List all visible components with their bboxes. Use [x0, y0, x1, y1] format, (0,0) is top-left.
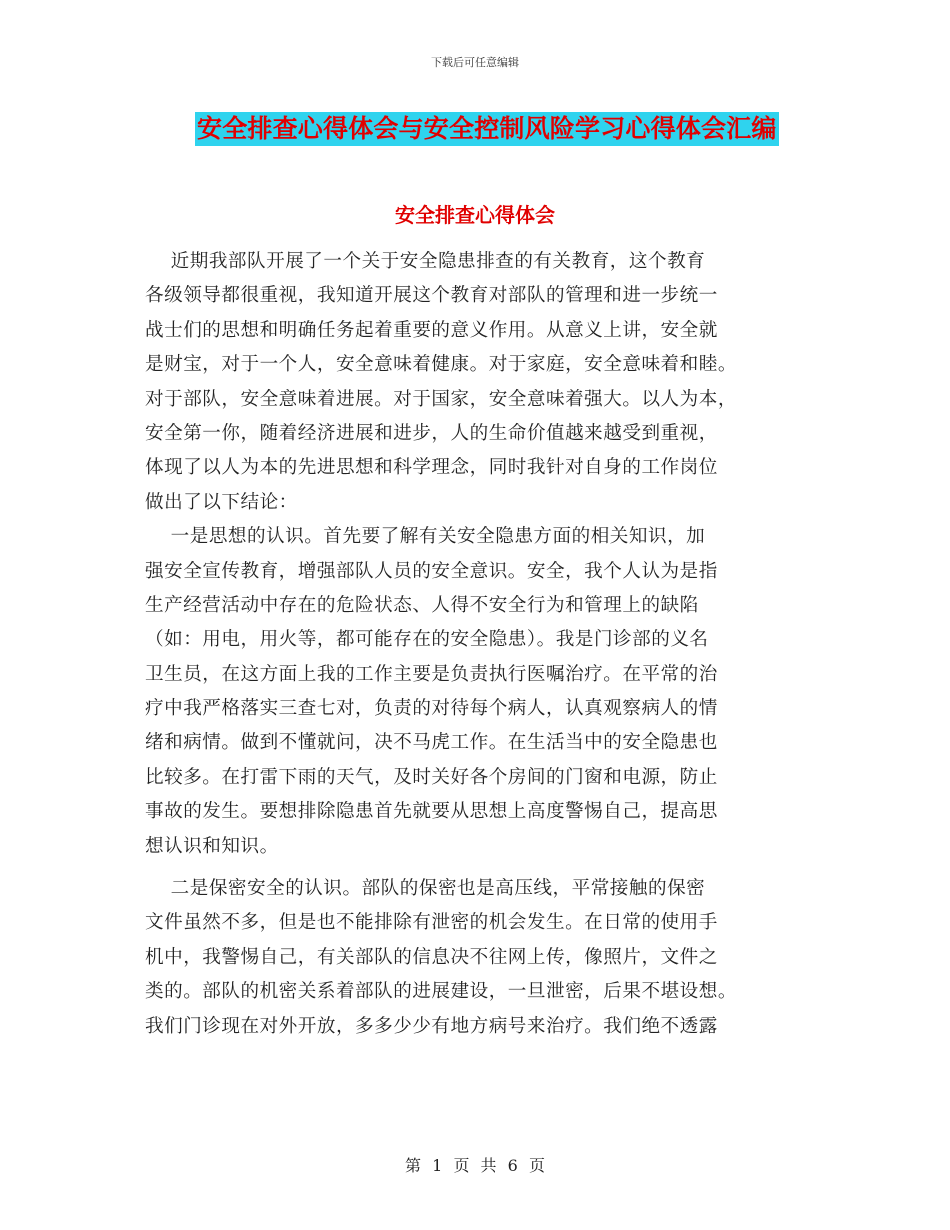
body-line: （如：用电，用火等，都可能存在的安全隐患）。我是门诊部的义名 — [145, 629, 709, 651]
body-line: 体现了以人为本的先进思想和科学理念，同时我针对自身的工作岗位 — [145, 457, 718, 479]
total-label: 共 — [480, 1156, 497, 1175]
body-line: 卫生员，在这方面上我的工作主要是负责执行医嘱治疗。在平常的治 — [145, 663, 718, 685]
body-line: 一是思想的认识。首先要了解有关安全隐患方面的相关知识，加 — [145, 526, 706, 548]
page-number: 1 — [432, 1156, 443, 1175]
body-line: 战士们的思想和明确任务起着重要的意义作用。从意义上讲，安全就 — [145, 319, 718, 341]
total-unit: 页 — [528, 1156, 545, 1175]
body-line: 近期我部队开展了一个关于安全隐患排查的有关教育，这个教育 — [145, 251, 706, 272]
body-line: 文件虽然不多，但是也不能排除有泄密的机会发生。在日常的使用手 — [145, 912, 718, 934]
body-line: 事故的发生。要想排除隐患首先就要从思想上高度警惕自己，提高思 — [145, 801, 718, 823]
page-unit: 页 — [453, 1156, 470, 1175]
body-line: 我们门诊现在对外开放，多多少少有地方病号来治疗。我们绝不透露 — [145, 1015, 718, 1037]
body-text — [145, 245, 805, 1044]
body-line: 疗中我严格落实三查七对，负责的对待每个病人，认真观察病人的情 — [145, 698, 718, 720]
body-line: 机中，我警惕自己，有关部队的信息决不往网上传，像照片，文件之 — [145, 946, 718, 968]
body-line: 类的。部队的机密关系着部队的进展建设，一旦泄密，后果不堪设想。 — [145, 981, 737, 1003]
page-label: 第 — [405, 1156, 422, 1175]
body-line: 各级领导都很重视，我知道开展这个教育对部队的管理和进一步统一 — [145, 285, 718, 307]
body-line: 对于部队，安全意味着进展。对于国家，安全意味着强大。以人为本， — [145, 388, 737, 410]
body-line: 二是保密安全的认识。部队的保密也是高压线，平常接触的保密 — [145, 878, 706, 900]
section-title: 安全排查心得体会 — [395, 203, 555, 227]
body-line: 安全第一你，随着经济进展和进步，人的生命价值越来越受到重视， — [145, 422, 718, 444]
header-note: 下载后可任意编辑 — [431, 56, 519, 69]
body-line: 做出了以下结论： — [145, 491, 298, 513]
document-title: 安全排查心得体会与安全控制风险学习心得体会汇编 — [195, 112, 779, 146]
body-line: 是财宝，对于一个人，安全意味着健康。对于家庭，安全意味着和睦。 — [145, 354, 737, 376]
body-line: 绪和病情。做到不懂就问，决不马虎工作。在生活当中的安全隐患也 — [145, 732, 718, 754]
body-line: 比较多。在打雷下雨的天气，及时关好各个房间的门窗和电源，防止 — [145, 766, 718, 788]
body-line: 生产经营活动中存在的危险状态、人得不安全行为和管理上的缺陷 — [145, 594, 699, 616]
body-line: 强安全宣传教育，增强部队人员的安全意识。安全，我个人认为是指 — [145, 560, 718, 582]
page-footer — [0, 1153, 950, 1176]
total-pages: 6 — [507, 1156, 518, 1175]
body-line: 想认识和知识。 — [145, 835, 279, 857]
